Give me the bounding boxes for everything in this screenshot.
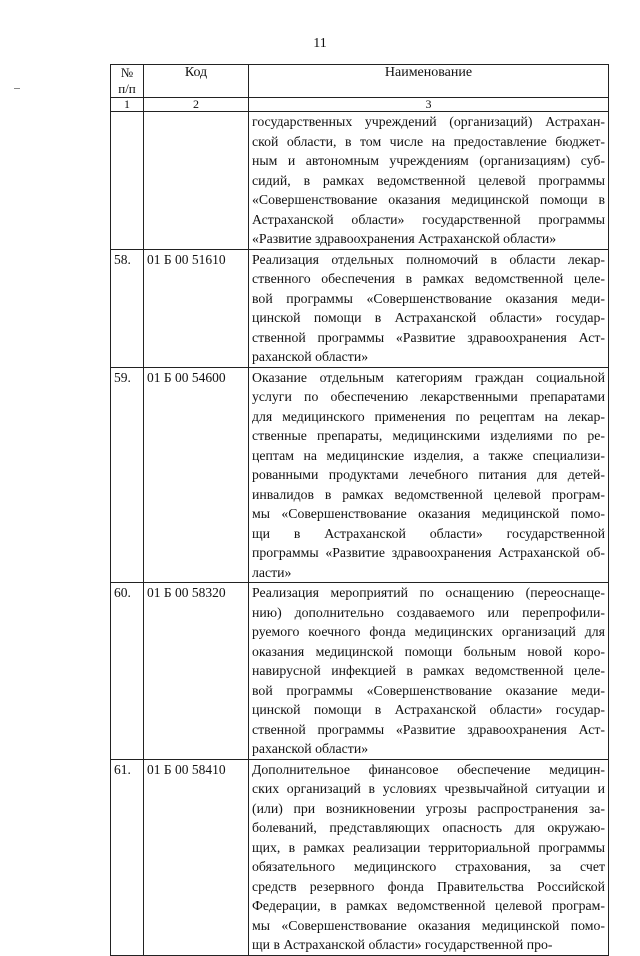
column-index: 2 [144,98,249,112]
row-code: 01 Б 00 51610 [144,249,249,367]
name-line: щи в Астраханской области» государственной про- [252,937,553,952]
row-number [111,112,144,250]
header-num: № п/п [111,65,144,98]
row-name [249,367,609,583]
name-line: Федерации, в рамках ведомственной целевой програм- [252,898,605,913]
name-line: оказания медицинской помощи больным новой коро- [252,643,605,659]
row-number: 58. [111,249,144,367]
header-code: Код [144,65,249,98]
name-line: средств резервного фонда Правительства Российской [252,878,605,894]
table-row [111,112,609,250]
name-line: Реализация мероприятий по оснащению (переоснаще- [252,585,605,600]
name-line: ских организаций в условиях чрезвычайной ситуации и [252,781,605,796]
table-row [111,759,609,955]
row-number: 60. [111,583,144,760]
row-name [249,112,609,250]
name-line: нию) дополнительно создаваемого или перепрофили- [252,604,605,620]
name-line: Дополнительное финансовое обеспечение медицин- [252,761,605,777]
table-row [111,583,609,760]
name-line: услуги по обеспечению лекарственными препаратами [252,389,605,404]
budget-classification-table [110,64,609,956]
name-line: цинской помощи в Астраханской области» государ- [252,702,605,717]
name-line: «Совершенствование оказания медицинской помощи в [252,192,605,207]
row-name [249,583,609,760]
name-line: вой программы «Совершенствование оказания меди- [252,290,605,306]
name-line: щи в Астраханской области» государственной [252,525,605,541]
name-line: мы «Совершенствование оказания медицинской помо- [252,917,605,933]
name-line: мы «Совершенствование оказания медицинской помо- [252,506,605,521]
name-line: ственной программы «Развитие здравоохранения Аст- [252,329,605,345]
name-line: сидий, в рамках ведомственной целевой программы [252,172,605,188]
name-line: программы «Развитие здравоохранения Астраханской об- [252,545,605,560]
name-line: (или) при возникновении угрозы распространения за- [252,800,605,816]
name-line: ственные препараты, медицинскими изделиями по ре- [252,428,605,443]
column-index-row [111,98,609,112]
name-line: ласти» [252,564,292,580]
name-line: рованными продуктами лечебного питания для детей- [252,467,605,482]
row-name [249,249,609,367]
name-line: ным и автономным учреждениям (организациям) суб- [252,153,605,168]
row-name [249,759,609,955]
name-line: щих, в рамках реализации территориальной программы [252,839,605,855]
table-header-row [111,65,609,98]
name-line: «Развитие здравоохранения Астраханской области» [252,231,557,246]
row-number: 61. [111,759,144,955]
name-line: раханской области» [252,349,369,364]
row-code: 01 Б 00 54600 [144,367,249,583]
name-line: инвалидов в рамках ведомственной целевой програм- [252,486,605,502]
name-line: вой программы «Совершенствование оказание меди- [252,682,605,698]
name-line: раханской области» [252,741,369,756]
name-line: цинской помощи в Астраханской области» государ- [252,310,605,325]
name-line: руемого коечного фонда медицинских организаций для [252,624,605,639]
column-index: 3 [249,98,609,112]
name-line: ственной программы «Развитие здравоохранения Аст- [252,721,605,737]
name-line: для медицинского применения по рецептам на лекар- [252,408,605,424]
table-row [111,367,609,583]
row-code [144,112,249,250]
name-line: обязательного медицинского страхования, за счет [252,859,605,874]
table-row [111,249,609,367]
header-name: Наименование [249,65,609,98]
name-line: Астраханской области» государственной программы [252,211,605,227]
name-line: цептам на медицинские изделия, а также специализи- [252,447,605,463]
row-code: 01 Б 00 58320 [144,583,249,760]
name-line: болеваний, представляющих опасность для окружаю- [252,820,605,835]
row-number: 59. [111,367,144,583]
name-line: ственного обеспечения в рамках ведомственной целе- [252,271,605,286]
margin-mark [14,88,20,89]
name-line: Оказание отдельным категориям граждан социальной [252,369,605,385]
name-line: государственных учреждений (организаций) Астрахан- [252,114,605,129]
name-line: ской области, в том числе на предоставление бюджет- [252,133,605,149]
column-index: 1 [111,98,144,112]
page-number: 11 [313,36,327,51]
row-code: 01 Б 00 58410 [144,759,249,955]
name-line: Реализация отдельных полномочий в области лекар- [252,251,605,267]
name-line: навирусной инфекцией в рамках ведомственной целе- [252,663,605,678]
